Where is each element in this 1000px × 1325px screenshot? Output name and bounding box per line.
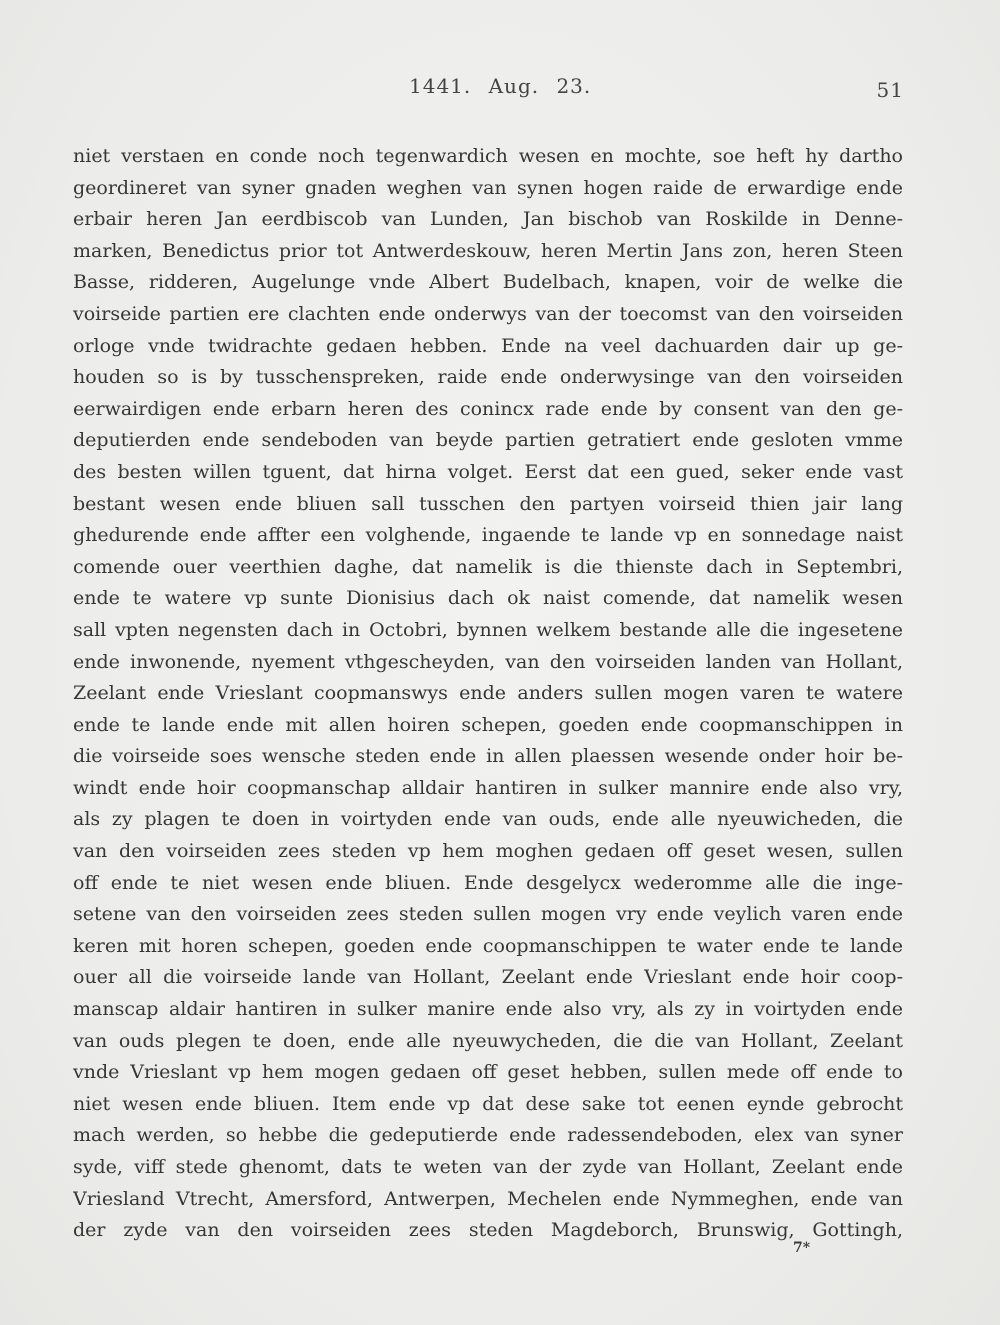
text-line: ouer all die voirseide lande van Hollant, Zeelant ende Vrieslant ende hoir coop- [73, 966, 903, 989]
text-line: des besten willen tguent, dat hirna volget. Eerst dat een gued, seker ende vast [73, 460, 903, 483]
text-line: sall vpten negensten dach in Octobri, bynnen welkem bestande alle die ingesetene [73, 618, 903, 641]
text-line: niet wesen ende bliuen. Item ende vp dat dese sake tot eenen eynde gebrocht [73, 1092, 903, 1115]
text-line: comende ouer veerthien daghe, dat namelik is die thienste dach in Septembri, [73, 555, 903, 578]
text-line: van den voirseiden zees steden vp hem moghen gedaen off geset wesen, sullen [73, 840, 903, 863]
text-line: ghedurende ende affter een volghende, ingaende te lande vp en sonnedage naist [73, 524, 903, 547]
text-line: van ouds plegen te doen, ende alle nyeuwycheden, die die van Hollant, Zeelant [73, 1029, 903, 1052]
text-line: bestant wesen ende bliuen sall tusschen den partyen voirseid thien jair lang [73, 492, 903, 515]
text-line: geordineret van syner gnaden weghen van synen hogen raide de erwardige ende [73, 176, 903, 199]
text-line: orloge vnde twidrachte gedaen hebben. Ende na veel dachuarden dair up ge- [73, 334, 903, 357]
text-line: ende te lande ende mit allen hoiren schepen, goeden ende coopmanschippen in [73, 713, 903, 736]
text-line: houden so is by tusschenspreken, raide ende onderwysinge van den voirseiden [73, 366, 903, 389]
text-line: manscap aldair hantiren in sulker manire ende also vry, als zy in voirtyden ende [73, 998, 903, 1021]
text-line: vnde Vrieslant vp hem mogen gedaen off geset hebben, sullen mede off ende to [73, 1061, 903, 1084]
text-line: keren mit horen schepen, goeden ende coopmanschippen te water ende te lande [73, 934, 903, 957]
text-line: marken, Benedictus prior tot Antwerdeskouw, heren Mertin Jans zon, heren Steen [73, 239, 903, 262]
text-line: Zeelant ende Vrieslant coopmanswys ende anders sullen mogen varen te watere [73, 682, 903, 705]
text-line: niet verstaen en conde noch tegenwardich wesen en mochte, soe heft hy dartho [73, 145, 903, 167]
body-text [73, 141, 903, 1247]
text-line: die voirseide soes wensche steden ende in allen plaessen wesende onder hoir be- [73, 745, 903, 768]
page-header [0, 74, 1000, 104]
text-line: voirseide partien ere clachten ende onderwys van der toecomst van den voirseiden [73, 302, 903, 325]
text-line: ende inwonende, nyement vthgescheyden, van den voirseiden landen van Hollant, [73, 650, 903, 673]
text-line: der zyde van den voirseiden zees steden Magdeborch, Brunswig, Gottingh, [73, 1219, 903, 1242]
running-title: 1441. Aug. 23. [409, 74, 592, 98]
text-line: windt ende hoir coopmanschap alldair hantiren in sulker mannire ende also vry, [73, 776, 903, 799]
text-line: off ende te niet wesen ende bliuen. Ende desgelycx wederomme alle die inge- [73, 871, 903, 894]
text-line: als zy plagen te doen in voirtyden ende van ouds, ende alle nyeuwicheden, die [73, 808, 903, 831]
text-line: mach werden, so hebbe die gedeputierde ende radessendeboden, elex van syner [73, 1124, 903, 1147]
page-number: 51 [876, 78, 904, 102]
text-line: syde, viff stede ghenomt, dats te weten van der zyde van Hollant, Zeelant ende [73, 1156, 903, 1178]
text-line: erbair heren Jan eerdbiscob van Lunden, Jan bischob van Roskilde in Denne- [73, 208, 903, 231]
text-line: setene van den voirseiden zees steden sullen mogen vry ende veylich varen ende [73, 903, 903, 926]
text-line: Basse, ridderen, Augelunge vnde Albert Budelbach, knapen, voir de welke die [73, 271, 903, 294]
text-line: deputierden ende sendeboden van beyde partien getratiert ende gesloten vmme [73, 429, 903, 452]
signature-mark: 7* [793, 1240, 811, 1256]
text-line: eerwairdigen ende erbarn heren des conincx rade ende by consent van den ge- [73, 397, 903, 420]
text-line: ende te watere vp sunte Dionisius dach ok naist comende, dat namelik wesen [73, 587, 903, 610]
text-line: Vriesland Vtrecht, Amersford, Antwerpen, Mechelen ende Nymmeghen, ende van [73, 1187, 903, 1210]
